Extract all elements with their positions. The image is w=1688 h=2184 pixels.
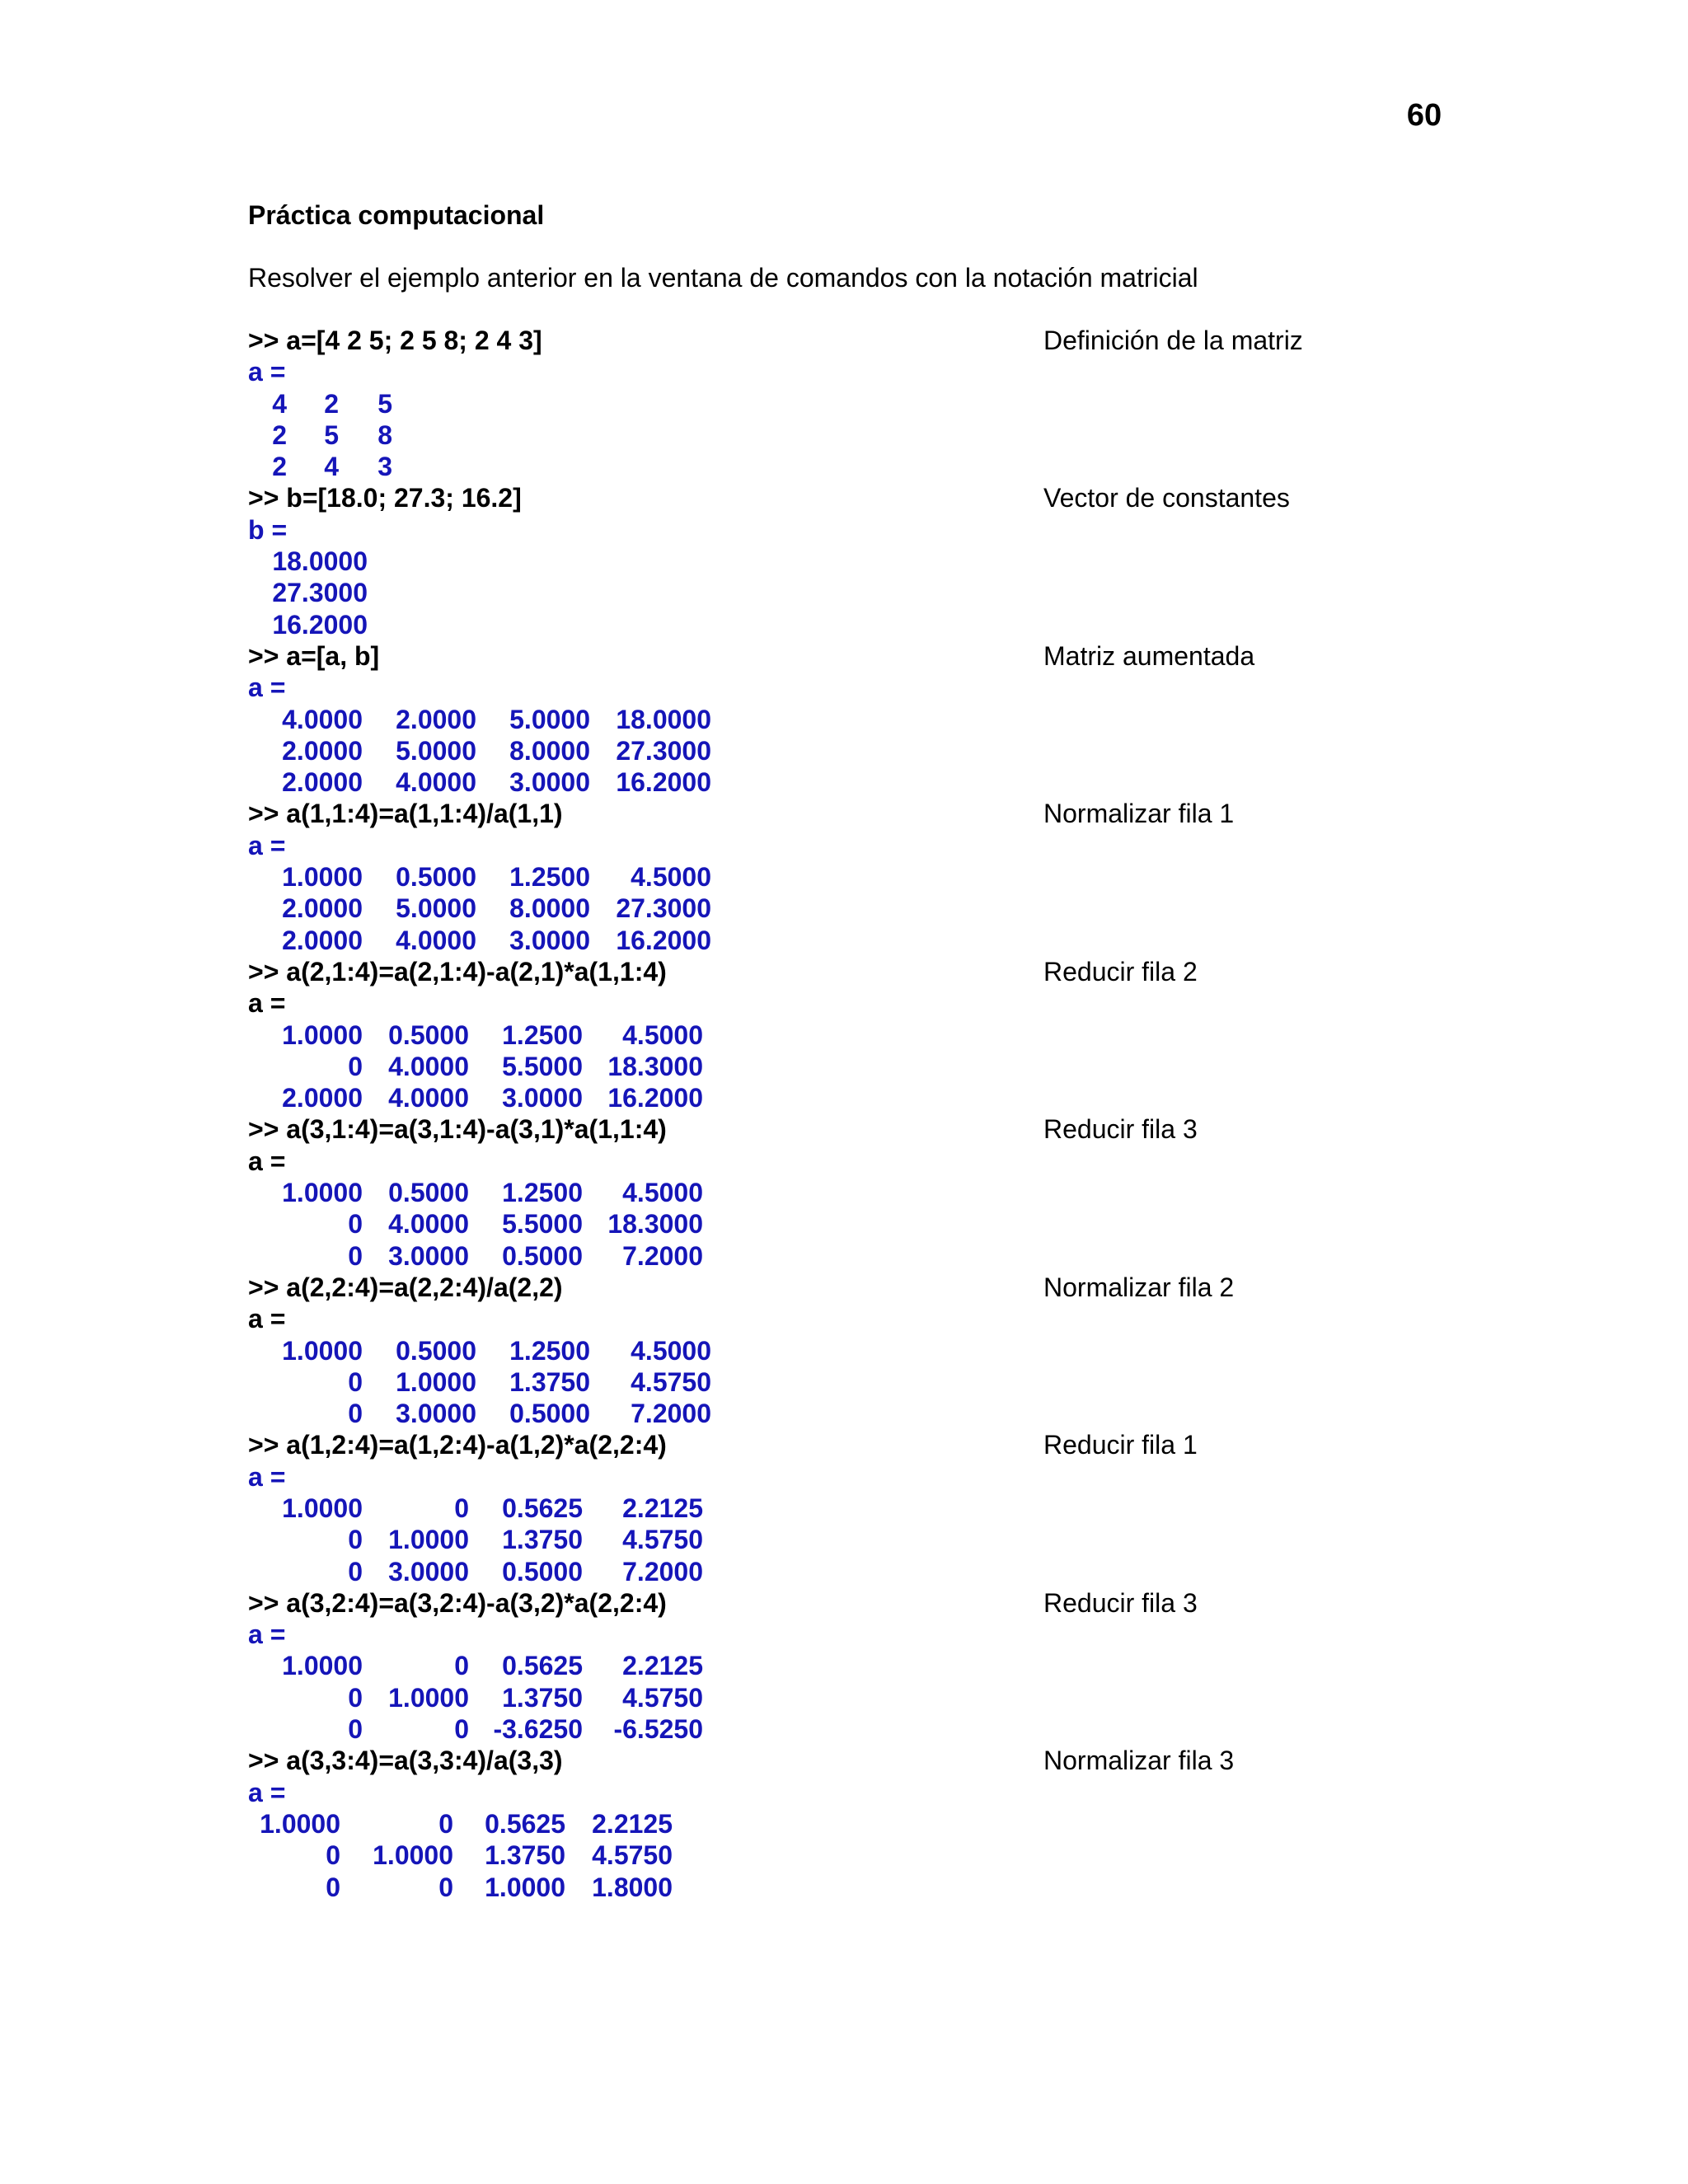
- matrix-cell: 1.3750: [485, 1840, 565, 1871]
- matrix-row: [248, 451, 1484, 482]
- command-text: >> a(3,3:4)=a(3,3:4)/a(3,3): [248, 1746, 563, 1776]
- matrix-cell: 3.0000: [509, 925, 590, 955]
- command-line: [248, 1272, 1484, 1303]
- command-text: >> a(1,2:4)=a(1,2:4)-a(1,2)*a(2,2:4): [248, 1430, 667, 1460]
- matrix-cell: -3.6250: [493, 1714, 583, 1745]
- variable-name: a =: [248, 1461, 286, 1492]
- matrix-cell: 1.0000: [485, 1872, 565, 1902]
- matrix-cell: 4.5000: [631, 1335, 711, 1366]
- command-text: >> a(1,1:4)=a(1,1:4)/a(1,1): [248, 799, 563, 829]
- command-comment: Normalizar fila 2: [1043, 1272, 1235, 1302]
- command-block: [248, 956, 1484, 1113]
- matrix-row: [248, 388, 1484, 419]
- matrix-cell: 5: [377, 388, 392, 419]
- matrix-cell: 27.3000: [616, 893, 711, 924]
- matrix-cell: 1.0000: [260, 1808, 340, 1839]
- command-line: [248, 325, 1484, 356]
- matrix-cell: 1.8000: [592, 1872, 673, 1902]
- matrix-cell: 1.2500: [502, 1178, 583, 1208]
- matrix-cell: 0.5000: [388, 1178, 469, 1208]
- matrix-cell: 18.0000: [272, 546, 368, 577]
- matrix-cell: 1.2500: [509, 862, 590, 893]
- matrix-cell: 2: [272, 452, 287, 482]
- command-line: [248, 482, 1484, 513]
- matrix-cell: 16.2000: [616, 767, 711, 798]
- command-text: >> a(2,1:4)=a(2,1:4)-a(2,1)*a(1,1:4): [248, 956, 667, 987]
- matrix-cell: 4: [324, 452, 339, 482]
- matrix-cell: 0: [348, 1209, 363, 1240]
- matrix-cell: 0: [438, 1808, 453, 1839]
- matrix-cell: 0.5000: [509, 1399, 590, 1429]
- matrix-cell: 4.0000: [396, 925, 476, 955]
- matrix-cell: 0.5625: [502, 1651, 583, 1681]
- matrix-cell: 1.2500: [509, 1335, 590, 1366]
- matrix-row: [248, 1019, 1484, 1051]
- variable-name: a =: [248, 1146, 286, 1176]
- matrix-cell: 4: [272, 388, 287, 419]
- matrix-row: [248, 925, 1484, 956]
- variable-header-line: [248, 356, 1484, 387]
- variable-header-line: [248, 514, 1484, 546]
- matrix-cell: 0: [348, 1682, 363, 1713]
- matrix-cell: 2.0000: [282, 767, 363, 798]
- matrix-cell: 2.2125: [592, 1808, 673, 1839]
- command-line: [248, 1113, 1484, 1145]
- variable-name: a =: [248, 1619, 286, 1650]
- matrix-cell: 0: [348, 1399, 363, 1429]
- matrix-row: [248, 704, 1484, 735]
- matrix-cell: 3.0000: [502, 1083, 583, 1113]
- command-comment: Normalizar fila 3: [1043, 1746, 1235, 1776]
- matrix-cell: 0.5000: [388, 1019, 469, 1050]
- command-comment: Normalizar fila 1: [1043, 799, 1235, 829]
- matrix-cell: 0: [348, 1525, 363, 1555]
- command-block: [248, 482, 1484, 640]
- matrix-row: [248, 766, 1484, 798]
- matrix-row: [248, 577, 1484, 608]
- matrix-cell: 1.0000: [282, 862, 363, 893]
- matrix-row: [248, 1713, 1484, 1745]
- matrix-row: [248, 546, 1484, 577]
- variable-name: a =: [248, 1777, 286, 1807]
- matrix-row: [248, 1650, 1484, 1681]
- command-line: [248, 798, 1484, 829]
- matrix-cell: 0: [438, 1872, 453, 1902]
- variable-name: b =: [248, 514, 288, 545]
- command-text: >> b=[18.0; 27.3; 16.2]: [248, 483, 522, 513]
- command-block: [248, 1429, 1484, 1586]
- matrix-cell: 0: [348, 1240, 363, 1271]
- matrix-row: [248, 609, 1484, 640]
- matrix-row: [248, 735, 1484, 766]
- matrix-cell: 4.0000: [388, 1051, 469, 1081]
- matrix-row: [248, 1493, 1484, 1524]
- matrix-cell: 16.2000: [272, 609, 368, 640]
- command-block: [248, 798, 1484, 955]
- matrix-row: [248, 1840, 1484, 1871]
- command-line: [248, 1587, 1484, 1619]
- matrix-cell: 0: [326, 1840, 340, 1871]
- matrix-cell: 1.0000: [388, 1682, 469, 1713]
- command-text: >> a=[4 2 5; 2 5 8; 2 4 3]: [248, 326, 542, 355]
- matrix-cell: 1.3750: [509, 1366, 590, 1397]
- matrix-cell: 3.0000: [396, 1399, 476, 1429]
- matrix-cell: 0.5000: [396, 862, 476, 893]
- matrix-cell: 0.5000: [502, 1240, 583, 1271]
- command-comment: Reducir fila 2: [1043, 956, 1198, 987]
- command-block: [248, 1587, 1484, 1745]
- matrix-cell: 4.5000: [622, 1178, 703, 1208]
- matrix-cell: 5.0000: [396, 893, 476, 924]
- page-number: 60: [1406, 98, 1442, 133]
- matrix-cell: 27.3000: [616, 735, 711, 766]
- matrix-row: [248, 861, 1484, 893]
- matrix-cell: 0.5625: [502, 1493, 583, 1523]
- matrix-cell: 7.2000: [622, 1240, 703, 1271]
- matrix-cell: 4.0000: [282, 704, 363, 734]
- matrix-cell: 4.5000: [631, 862, 711, 893]
- matrix-cell: 16.2000: [607, 1083, 703, 1113]
- matrix-row: [248, 1366, 1484, 1398]
- variable-header-line: [248, 1619, 1484, 1650]
- matrix-cell: 1.3750: [502, 1525, 583, 1555]
- matrix-cell: 0.5000: [502, 1556, 583, 1586]
- command-text: >> a(3,2:4)=a(3,2:4)-a(3,2)*a(2,2:4): [248, 1587, 667, 1618]
- command-comment: Reducir fila 3: [1043, 1114, 1198, 1145]
- matrix-cell: 4.5750: [592, 1840, 673, 1871]
- matrix-cell: 4.0000: [388, 1209, 469, 1240]
- matrix-cell: 0: [348, 1556, 363, 1586]
- matrix-cell: 4.5000: [622, 1019, 703, 1050]
- matrix-row: [248, 1177, 1484, 1208]
- command-text: >> a=[a, b]: [248, 640, 380, 671]
- matrix-cell: 0.5000: [396, 1335, 476, 1366]
- matrix-cell: 7.2000: [631, 1399, 711, 1429]
- matrix-cell: 18.0000: [616, 704, 711, 734]
- matrix-cell: 1.0000: [282, 1019, 363, 1050]
- matrix-cell: 2.2125: [622, 1651, 703, 1681]
- matrix-cell: 2: [324, 388, 339, 419]
- matrix-row: [248, 419, 1484, 451]
- matrix-cell: 1.0000: [388, 1525, 469, 1555]
- matrix-cell: 1.0000: [282, 1651, 363, 1681]
- matrix-cell: 16.2000: [616, 925, 711, 955]
- matrix-cell: 5.0000: [396, 735, 476, 766]
- command-comment: Matriz aumentada: [1043, 640, 1255, 671]
- matrix-cell: 2.2125: [622, 1493, 703, 1523]
- variable-name: a =: [248, 988, 286, 1019]
- matrix-cell: 1.2500: [502, 1019, 583, 1050]
- matrix-cell: 1.3750: [502, 1682, 583, 1713]
- command-block: [248, 1272, 1484, 1429]
- matrix-cell: 0: [454, 1651, 469, 1681]
- matrix-cell: 4.5750: [631, 1366, 711, 1397]
- matrix-row: [248, 1082, 1484, 1113]
- matrix-cell: 4.5750: [622, 1525, 703, 1555]
- matrix-row: [248, 893, 1484, 924]
- matrix-cell: 2.0000: [396, 704, 476, 734]
- matrix-cell: 18.3000: [607, 1051, 703, 1081]
- command-line: [248, 640, 1484, 672]
- matrix-cell: 0: [454, 1714, 469, 1745]
- matrix-cell: 0.5625: [485, 1808, 565, 1839]
- variable-name: a =: [248, 1304, 286, 1334]
- matrix-cell: 4.0000: [388, 1083, 469, 1113]
- command-window-session: [248, 325, 1484, 1903]
- variable-header-line: [248, 672, 1484, 703]
- matrix-cell: 3.0000: [388, 1240, 469, 1271]
- matrix-cell: 8: [377, 419, 392, 450]
- variable-header-line: [248, 1146, 1484, 1177]
- variable-header-line: [248, 1777, 1484, 1808]
- variable-name: a =: [248, 357, 286, 387]
- matrix-row: [248, 1524, 1484, 1555]
- intro-paragraph: Resolver el ejemplo anterior en la ventana de comandos con la notación matricial: [248, 263, 1198, 293]
- matrix-cell: 3: [377, 452, 392, 482]
- matrix-cell: 0: [326, 1872, 340, 1902]
- matrix-cell: 0: [454, 1493, 469, 1523]
- variable-header-line: [248, 987, 1484, 1019]
- matrix-row: [248, 1398, 1484, 1429]
- section-title: Práctica computacional: [248, 200, 545, 230]
- command-text: >> a(2,2:4)=a(2,2:4)/a(2,2): [248, 1272, 563, 1302]
- matrix-cell: 2.0000: [282, 893, 363, 924]
- matrix-cell: 5: [324, 419, 339, 450]
- matrix-cell: 1.0000: [396, 1366, 476, 1397]
- command-text: >> a(3,1:4)=a(3,1:4)-a(3,1)*a(1,1:4): [248, 1114, 667, 1145]
- command-block: [248, 1745, 1484, 1902]
- variable-name: a =: [248, 673, 286, 703]
- matrix-row: [248, 1872, 1484, 1903]
- matrix-cell: 1.0000: [373, 1840, 453, 1871]
- variable-header-line: [248, 1461, 1484, 1493]
- matrix-row: [248, 1556, 1484, 1587]
- command-comment: Definición de la matriz: [1043, 326, 1303, 355]
- matrix-row: [248, 1208, 1484, 1240]
- matrix-cell: 1.0000: [282, 1335, 363, 1366]
- matrix-cell: 27.3000: [272, 578, 368, 608]
- matrix-cell: 4.0000: [396, 767, 476, 798]
- command-comment: Vector de constantes: [1043, 483, 1290, 513]
- command-line: [248, 1429, 1484, 1460]
- command-block: [248, 325, 1484, 482]
- matrix-row: [248, 1051, 1484, 1082]
- command-block: [248, 1113, 1484, 1271]
- matrix-cell: 4.5750: [622, 1682, 703, 1713]
- matrix-cell: 5.5000: [502, 1209, 583, 1240]
- matrix-cell: 2.0000: [282, 1083, 363, 1113]
- command-comment: Reducir fila 1: [1043, 1430, 1198, 1460]
- matrix-cell: 8.0000: [509, 735, 590, 766]
- matrix-cell: 3.0000: [388, 1556, 469, 1586]
- command-block: [248, 640, 1484, 798]
- variable-name: a =: [248, 830, 286, 860]
- matrix-row: [248, 1808, 1484, 1840]
- matrix-cell: 2: [272, 419, 287, 450]
- variable-header-line: [248, 1303, 1484, 1334]
- matrix-cell: 0: [348, 1366, 363, 1397]
- matrix-cell: 0: [348, 1051, 363, 1081]
- matrix-cell: 18.3000: [607, 1209, 703, 1240]
- matrix-cell: 1.0000: [282, 1178, 363, 1208]
- command-comment: Reducir fila 3: [1043, 1587, 1198, 1618]
- command-line: [248, 1745, 1484, 1776]
- variable-header-line: [248, 830, 1484, 861]
- matrix-row: [248, 1682, 1484, 1713]
- matrix-cell: 0: [348, 1714, 363, 1745]
- matrix-row: [248, 1335, 1484, 1366]
- matrix-cell: 5.0000: [509, 704, 590, 734]
- matrix-cell: -6.5250: [613, 1714, 703, 1745]
- matrix-cell: 5.5000: [502, 1051, 583, 1081]
- matrix-cell: 7.2000: [622, 1556, 703, 1586]
- command-line: [248, 956, 1484, 987]
- matrix-cell: 1.0000: [282, 1493, 363, 1523]
- matrix-cell: 8.0000: [509, 893, 590, 924]
- matrix-row: [248, 1240, 1484, 1272]
- matrix-cell: 2.0000: [282, 925, 363, 955]
- matrix-cell: 3.0000: [509, 767, 590, 798]
- matrix-cell: 2.0000: [282, 735, 363, 766]
